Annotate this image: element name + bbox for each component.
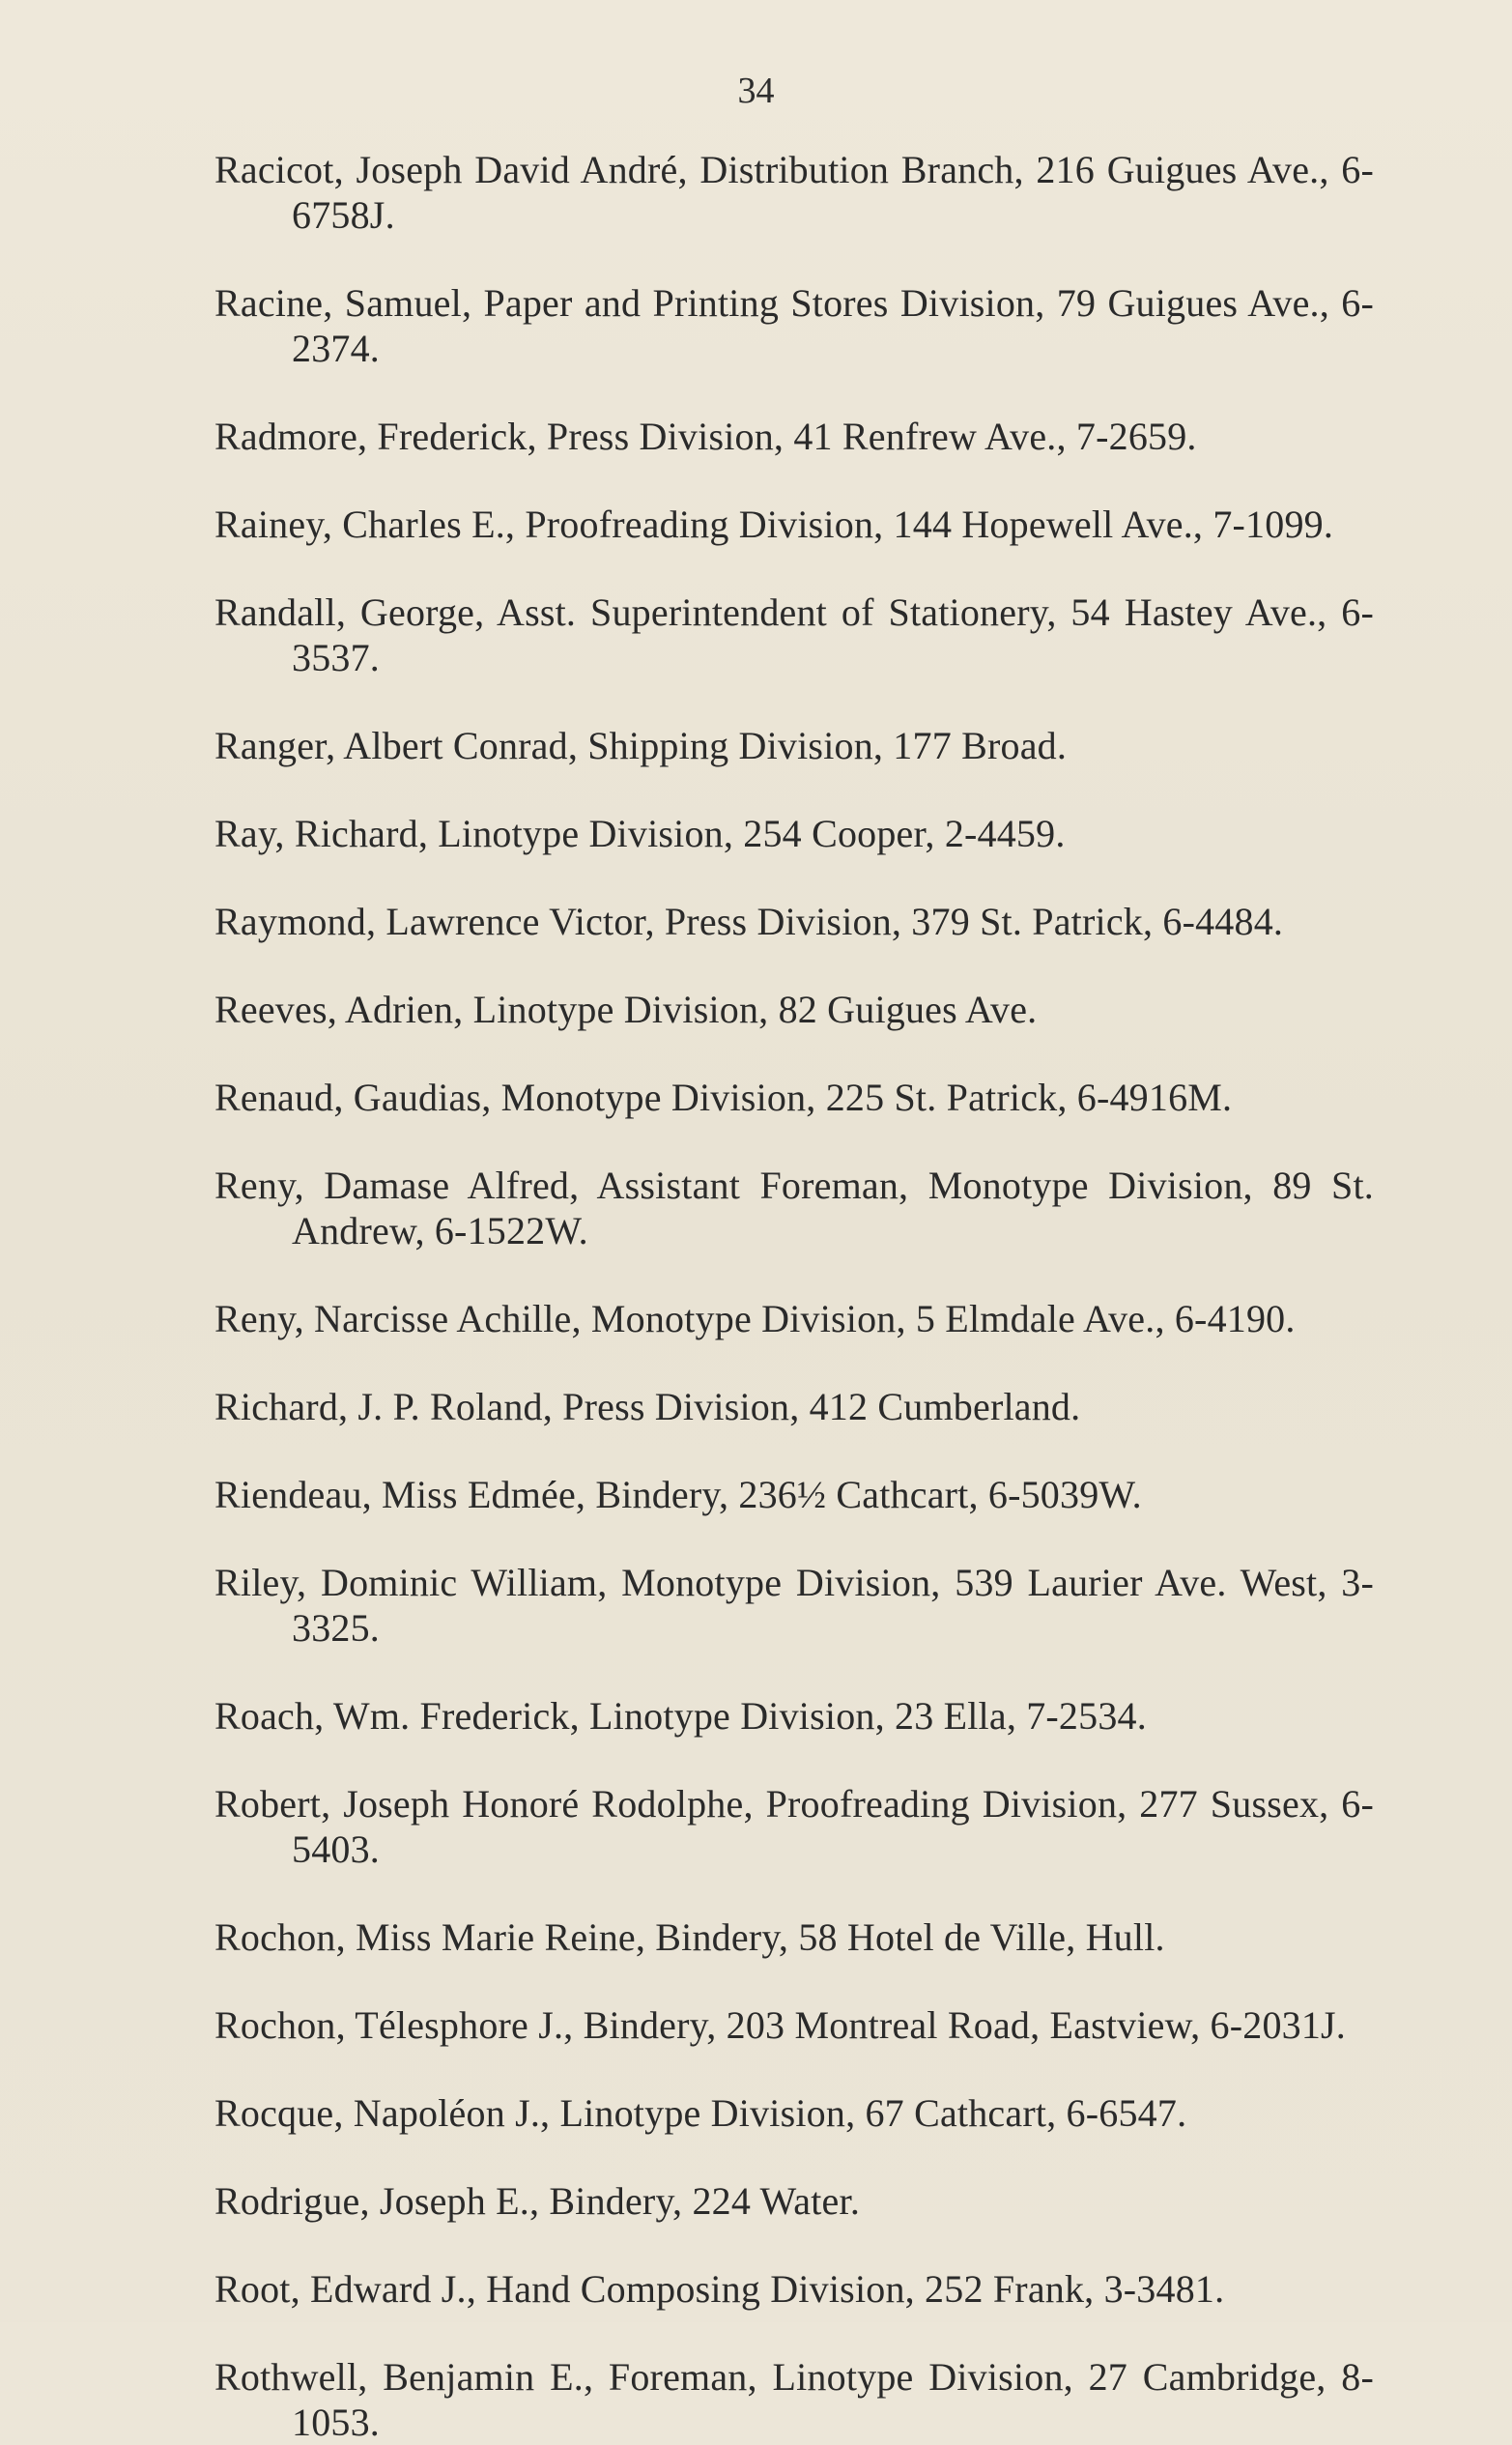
directory-entry: Rainey, Charles E., Proofreading Division, 144 Hopewell Ave., 7-1099.	[214, 503, 1334, 546]
directory-entry: Root, Edward J., Hand Composing Division, 252 Frank, 3-3481.	[214, 2267, 1225, 2311]
directory-entry: Renaud, Gaudias, Monotype Division, 225 St. Patrick, 6-4916M.	[214, 1076, 1233, 1119]
directory-entry: Richard, J. P. Roland, Press Division, 412 Cumberland.	[214, 1385, 1081, 1428]
directory-entry: Racine, Samuel, Paper and Printing Stores Division, 79 Guigues Ave., 6-2374.	[214, 281, 1374, 370]
directory-entries	[214, 147, 1374, 2445]
directory-entry: Ranger, Albert Conrad, Shipping Division, 177 Broad.	[214, 724, 1068, 767]
directory-entry: Raymond, Lawrence Victor, Press Division, 379 St. Patrick, 6-4484.	[214, 900, 1284, 943]
directory-entry: Rochon, Miss Marie Reine, Bindery, 58 Hotel de Ville, Hull.	[214, 1915, 1165, 1959]
directory-entry: Rocque, Napoléon J., Linotype Division, 67 Cathcart, 6-6547.	[214, 2091, 1187, 2135]
directory-entry: Riendeau, Miss Edmée, Bindery, 236½ Cathcart, 6-5039W.	[214, 1473, 1142, 1516]
directory-entry: Roach, Wm. Frederick, Linotype Division, 23 Ella, 7-2534.	[214, 1694, 1147, 1738]
directory-entry: Radmore, Frederick, Press Division, 41 Renfrew Ave., 7-2659.	[214, 415, 1197, 458]
directory-entry: Reeves, Adrien, Linotype Division, 82 Guigues Ave.	[214, 988, 1038, 1031]
directory-entry: Reny, Damase Alfred, Assistant Foreman, Monotype Division, 89 St. Andrew, 6-1522W.	[214, 1164, 1374, 1252]
directory-entry: Rochon, Télesphore J., Bindery, 203 Montreal Road, Eastview, 6-2031J.	[214, 2003, 1347, 2047]
page-number: 34	[737, 71, 775, 111]
directory-entry: Riley, Dominic William, Monotype Division, 539 Laurier Ave. West, 3-3325.	[214, 1561, 1374, 1650]
directory-entry: Randall, George, Asst. Superintendent of Stationery, 54 Hastey Ave., 6-3537.	[214, 590, 1374, 679]
directory-entry: Rodrigue, Joseph E., Bindery, 224 Water.	[214, 2179, 861, 2223]
directory-entry: Robert, Joseph Honoré Rodolphe, Proofreading Division, 277 Sussex, 6-5403.	[214, 1782, 1374, 1871]
directory-entry: Reny, Narcisse Achille, Monotype Division, 5 Elmdale Ave., 6-4190.	[214, 1297, 1296, 1340]
directory-entry: Racicot, Joseph David André, Distribution Branch, 216 Guigues Ave., 6-6758J.	[214, 148, 1374, 237]
directory-entry: Ray, Richard, Linotype Division, 254 Cooper, 2-4459.	[214, 812, 1066, 855]
directory-entry: Rothwell, Benjamin E., Foreman, Linotype Division, 27 Cambridge, 8-1053.	[214, 2355, 1374, 2444]
